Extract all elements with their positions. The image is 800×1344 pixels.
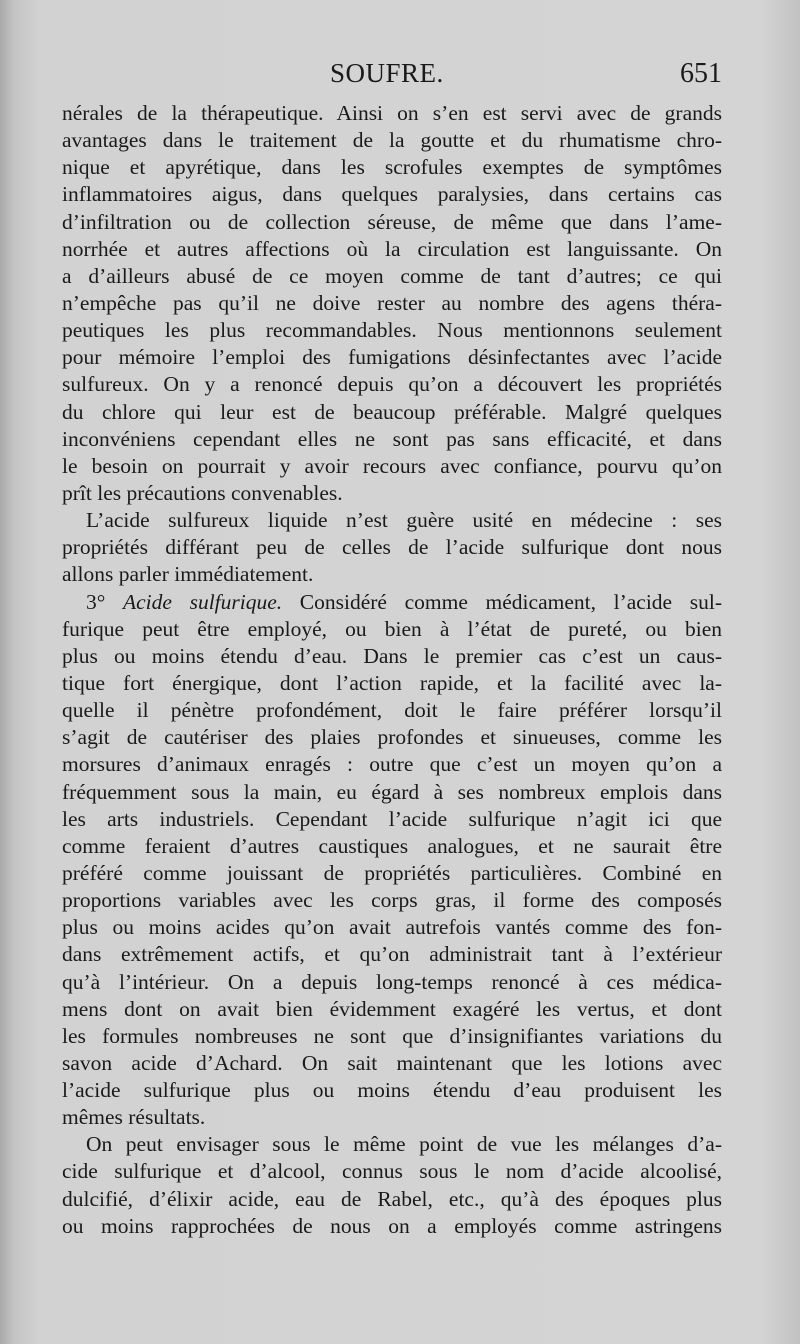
text-line: mens dont on avait bien évidemment exagéré les vertus, et dont bbox=[62, 996, 722, 1021]
text-line: préféré comme jouissant de propriétés particulières. Combiné en bbox=[62, 860, 722, 885]
text-line: mêmes résultats. bbox=[62, 1105, 206, 1130]
text-line: qu’à l’intérieur. On a depuis long-temps renoncé à ces médica- bbox=[62, 969, 722, 994]
text-line: fréquemment sous la main, eu égard à ses nombreux emplois dans bbox=[62, 779, 722, 804]
page-header bbox=[62, 58, 722, 94]
text-line: allons parler immédiatement. bbox=[62, 562, 314, 587]
text-line: inflammatoires aigus, dans quelques paralysies, dans certains cas bbox=[62, 182, 722, 207]
text-line: les arts industriels. Cependant l’acide sulfurique n’agit ici que bbox=[62, 806, 722, 831]
text-line: s’agit de cautériser des plaies profondes et sinueuses, comme les bbox=[62, 725, 722, 750]
text-line: 3° Acide sulfurique. Considéré comme médicament, l’acide sul- bbox=[86, 589, 722, 614]
text-line: peutiques les plus recommandables. Nous mentionnons seulement bbox=[62, 318, 722, 343]
section-heading: Acide sulfurique. bbox=[123, 589, 283, 614]
text-line: propriétés différant peu de celles de l’acide sulfurique dont nous bbox=[62, 535, 722, 560]
text-line: On peut envisager sous le même point de vue les mélanges d’a- bbox=[86, 1132, 722, 1157]
text-line: furique peut être employé, ou bien à l’état de pureté, ou bien bbox=[62, 616, 722, 641]
text-line: n’empêche pas qu’il ne doive rester au nombre des agens théra- bbox=[62, 290, 722, 315]
text-line: sulfureux. On y a renoncé depuis qu’on a découvert les propriétés bbox=[62, 372, 722, 397]
text-line: plus ou moins acides qu’on avait autrefois vantés comme des fon- bbox=[62, 915, 722, 940]
text-line: du chlore qui leur est de beaucoup préférable. Malgré quelques bbox=[62, 399, 722, 424]
text-line: l’acide sulfurique plus ou moins étendu d’eau produisent les bbox=[62, 1078, 722, 1103]
text-line: le besoin on pourrait y avoir recours avec confiance, pourvu qu’on bbox=[62, 453, 722, 478]
text-line: avantages dans le traitement de la goutte et du rhumatisme chro- bbox=[62, 128, 722, 153]
text-line: quelle il pénètre profondément, doit le faire préférer lorsqu’il bbox=[62, 698, 722, 723]
text-line: plus ou moins étendu d’eau. Dans le premier cas c’est un caus- bbox=[62, 643, 722, 668]
text-line: proportions variables avec les corps gras, il forme des composés bbox=[62, 888, 722, 913]
text-line: morsures d’animaux enragés : outre que c’est un moyen qu’on a bbox=[62, 752, 722, 777]
text-line: prît les précautions convenables. bbox=[62, 480, 343, 505]
body-text bbox=[62, 100, 722, 1240]
text-line: comme feraient d’autres caustiques analogues, et ne saurait être bbox=[62, 833, 722, 858]
text-line: cide sulfurique et d’alcool, connus sous le nom d’acide alcoolisé, bbox=[62, 1159, 722, 1184]
text-line: inconvéniens cependant elles ne sont pas sans efficacité, et dans bbox=[62, 426, 722, 451]
text-line: a d’ailleurs abusé de ce moyen comme de tant d’autres; ce qui bbox=[62, 263, 722, 288]
text-line: nérales de la thérapeutique. Ainsi on s’en est servi avec de grands bbox=[62, 101, 722, 125]
text-line: d’infiltration ou de collection séreuse, de même que dans l’ame- bbox=[62, 209, 722, 234]
text-line: tique fort énergique, dont l’action rapide, et la facilité avec la- bbox=[62, 670, 722, 695]
text-line: ou moins rapprochées de nous on a employés comme astringens bbox=[62, 1213, 722, 1238]
text-line: L’acide sulfureux liquide n’est guère usité en médecine : ses bbox=[86, 508, 722, 533]
text-line: dulcifié, d’élixir acide, eau de Rabel, etc., qu’à des époques plus bbox=[62, 1186, 722, 1211]
text-line: les formules nombreuses ne sont que d’insignifiantes variations du bbox=[62, 1023, 722, 1048]
text-line: pour mémoire l’emploi des fumigations désinfectantes avec l’acide bbox=[62, 345, 722, 370]
page-number: 651 bbox=[680, 58, 722, 89]
text-line: nique et apyrétique, dans les scrofules exemptes de symptômes bbox=[62, 155, 722, 180]
running-title: SOUFRE. bbox=[330, 58, 444, 88]
text-line: savon acide d’Achard. On sait maintenant que les lotions avec bbox=[62, 1050, 722, 1075]
text-line: norrhée et autres affections où la circulation est languissante. On bbox=[62, 236, 722, 261]
text-line: dans extrêmement actifs, et qu’on administrait tant à l’extérieur bbox=[62, 942, 722, 967]
